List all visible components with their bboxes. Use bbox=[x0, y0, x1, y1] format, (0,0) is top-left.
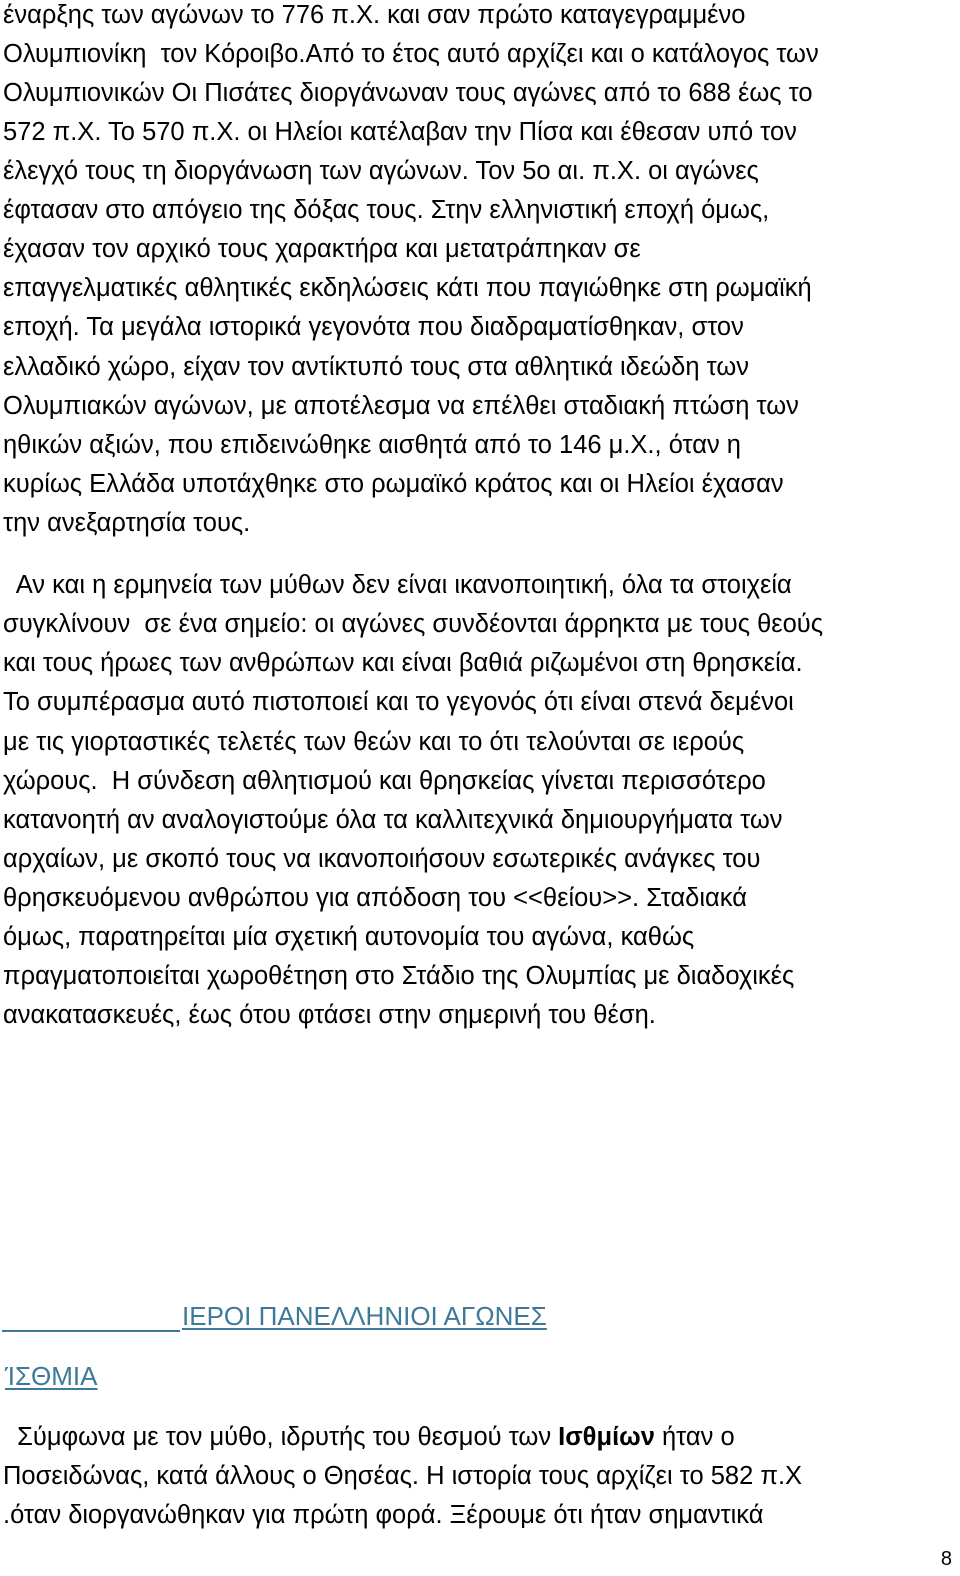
text-line: πραγματοποιείται χωροθέτηση στο Στάδιο της Ολυμπίας με διαδοχικές bbox=[3, 962, 795, 990]
text-line: με τις γιορταστικές τελετές των θεών και το ότι τελούνται σε ιερούς bbox=[3, 728, 745, 756]
text-line: όμως, παρατηρείται μία σχετική αυτονομία του αγώνα, καθώς bbox=[3, 923, 695, 951]
heading-rule bbox=[2, 1330, 180, 1332]
text-line: κατανοητή αν αναλογιστούμε όλα τα καλλιτεχνικά δημιουργήματα των bbox=[3, 806, 783, 834]
text-line: την ανεξαρτησία τους. bbox=[3, 509, 251, 537]
text-line: χώρους. Η σύνδεση αθλητισμού και θρησκείας γίνεται περισσότερο bbox=[3, 767, 766, 795]
text-line: ελλαδικό χώρο, είχαν τον αντίκτυπό τους στα αθλητικά ιδεώδη των bbox=[3, 353, 749, 381]
text-line: Ολυμπιονικών Οι Πισάτες διοργάνωναν τους αγώνες από το 688 έως το bbox=[3, 79, 813, 107]
text-line: έναρξης των αγώνων το 776 π.Χ. και σαν πρώτο καταγεγραμμένο bbox=[3, 1, 746, 29]
section-title: ΙΕΡΟΙ ΠΑΝΕΛΛΗΝΙΟΙ ΑΓΩΝΕΣ bbox=[182, 1301, 547, 1331]
text-line: 572 π.Χ. Το 570 π.Χ. οι Ηλείοι κατέλαβαν την Πίσα και έθεσαν υπό τον bbox=[3, 118, 797, 146]
text-line: ηθικών αξιών, που επιδεινώθηκε αισθητά από το 146 μ.Χ., όταν η bbox=[3, 431, 741, 459]
text-line: Αν και η ερμηνεία των μύθων δεν είναι ικανοποιητική, όλα τα στοιχεία bbox=[3, 571, 792, 599]
text-line: εποχή. Τα μεγάλα ιστορικά γεγονότα που διαδραματίσθηκαν, στον bbox=[3, 313, 744, 341]
subsection-title: ΊΣΘΜΙΑ bbox=[5, 1361, 98, 1391]
text-line: Ολυμπιακών αγώνων, με αποτέλεσμα να επέλθει σταδιακή πτώση των bbox=[3, 392, 799, 420]
text-line: αρχαίων, με σκοπό τους να ικανοποιήσουν εσωτερικές ανάγκες του bbox=[3, 845, 761, 873]
bold-term: Ισθμίων bbox=[558, 1423, 655, 1451]
text-line: ανακατασκευές, έως ότου φτάσει στην σημερινή του θέση. bbox=[3, 1001, 656, 1029]
text-line: και τους ήρωες των ανθρώπων και είναι βαθιά ριζωμένοι στη θρησκεία. bbox=[3, 649, 803, 677]
text-segment: ήταν ο bbox=[654, 1423, 735, 1451]
text-line: Το συμπέρασμα αυτό πιστοποιεί και το γεγονός ότι είναι στενά δεμένοι bbox=[3, 688, 794, 716]
text-line: Ποσειδώνας, κατά άλλους ο Θησέας. Η ιστορία τους αρχίζει το 582 π.Χ bbox=[3, 1462, 803, 1490]
text-line: Ολυμπιονίκη τον Κόροιβο.Από το έτος αυτό αρχίζει και ο κατάλογος των bbox=[3, 40, 819, 68]
text-line: κυρίως Ελλάδα υποτάχθηκε στο ρωμαϊκό κράτος και οι Ηλείοι έχασαν bbox=[3, 470, 784, 498]
text-line: .όταν διοργανώθηκαν για πρώτη φορά. Ξέρουμε ότι ήταν σημαντικά bbox=[3, 1501, 764, 1529]
text-line: επαγγελματικές αθλητικές εκδηλώσεις κάτι που παγιώθηκε στη ρωμαϊκή bbox=[3, 274, 812, 302]
text-segment: Σύμφωνα με τον μύθο, ιδρυτής του θεσμού των bbox=[3, 1423, 559, 1451]
text-line: συγκλίνουν σε ένα σημείο: οι αγώνες συνδέονται άρρηκτα με τους θεούς bbox=[3, 610, 824, 638]
text-line: έφτασαν στο απόγειο της δόξας τους. Στην ελληνιστική εποχή όμως, bbox=[3, 196, 770, 224]
page-number: 8 bbox=[940, 1548, 952, 1570]
text-line: έλεγχό τους τη διοργάνωση των αγώνων. Τον 5ο αι. π.Χ. οι αγώνες bbox=[3, 157, 759, 185]
text-line bbox=[3, 1422, 735, 1452]
text-line: θρησκευόμενου ανθρώπου για απόδοση του <<θείου>>. Σταδιακά bbox=[3, 884, 747, 912]
text-line: έχασαν τον αρχικό τους χαρακτήρα και μετατράπηκαν σε bbox=[3, 235, 641, 263]
